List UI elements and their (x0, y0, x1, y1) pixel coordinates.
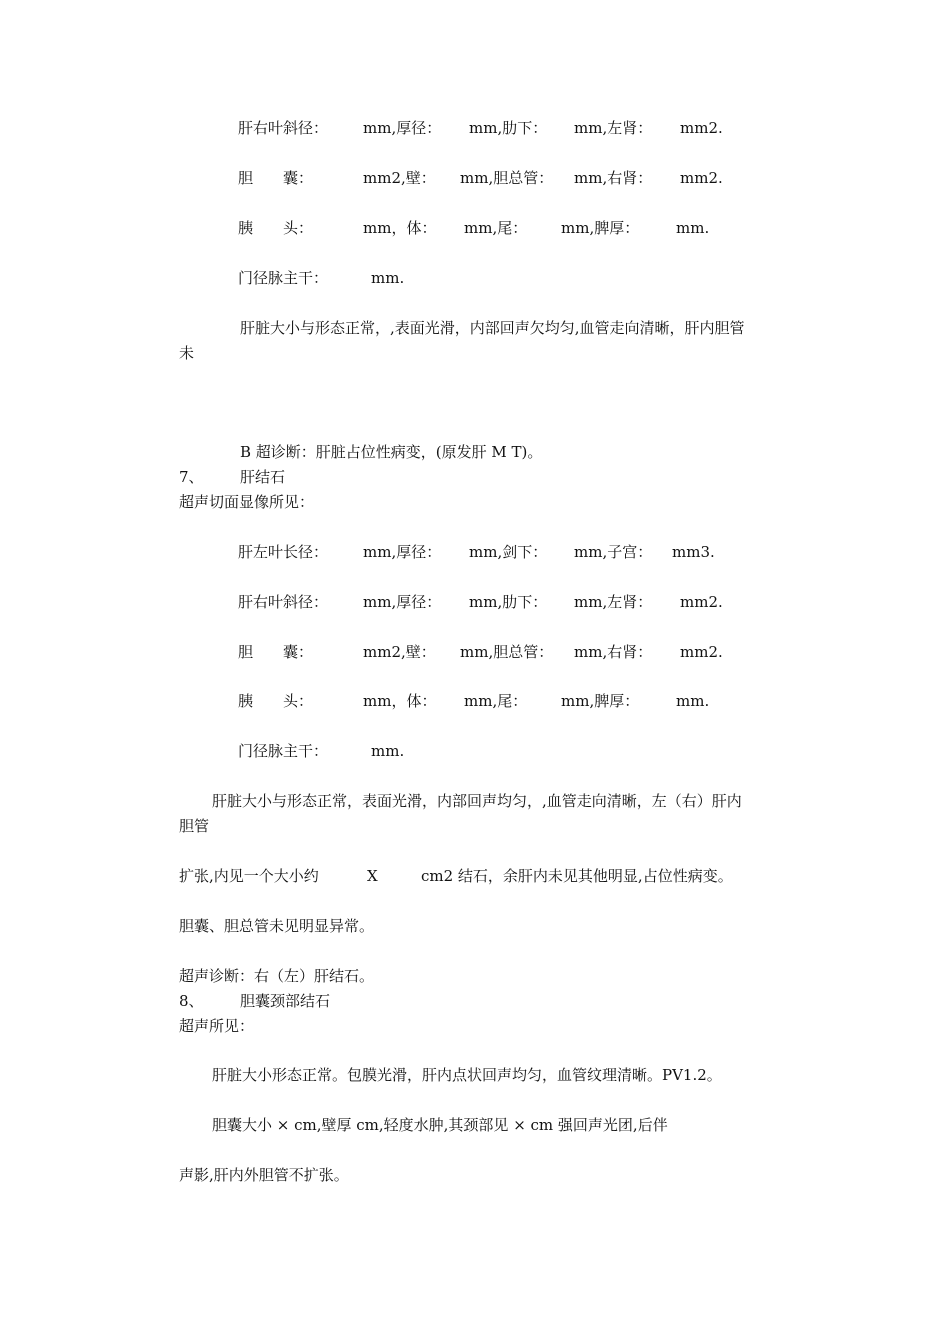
measure-unit: mm. (676, 692, 710, 710)
measure-unit: mm,肋下： (469, 593, 548, 611)
section-number: 8、 (179, 992, 204, 1010)
finding-text: 声影,肝内外胆管不扩张。 (179, 1166, 349, 1184)
section-number: 7、 (179, 468, 204, 486)
subheading: 超声切面显像所见： (179, 493, 315, 511)
measure-unit: mm，体： (363, 219, 437, 237)
measure-unit: mm. (371, 742, 405, 760)
measure-unit: mm,左肾： (574, 119, 653, 137)
measure-unit: mm,剑下： (469, 543, 548, 561)
diagnosis-text: B 超诊断：肝脏占位性病变，(原发肝 M T)。 (240, 443, 543, 461)
measure-unit: mm2. (680, 593, 723, 611)
finding-segment: cm2 结石，余肝内未见其他明显,占位性病变。 (421, 867, 733, 885)
finding-text: 胆管 (179, 817, 210, 835)
finding-text: 肝脏大小与形态正常，,表面光滑，内部回声欠均匀,血管走向清晰，肝内胆管 (240, 319, 745, 337)
measure-unit: mm,尾： (464, 692, 528, 710)
measure-unit: mm,厚径： (363, 119, 442, 137)
measure-label: 门径脉主干： (238, 269, 329, 287)
finding-text: 肝脏大小形态正常。包膜光滑，肝内点状回声均匀，血管纹理清晰。PV1.2。 (212, 1066, 722, 1084)
measure-unit: mm,胆总管： (460, 643, 554, 661)
finding-text: 未 (179, 344, 195, 362)
measure-unit: mm,左肾： (574, 593, 653, 611)
section-title: 胆囊颈部结石 (240, 992, 331, 1010)
measure-unit: mm,胆总管： (460, 169, 554, 187)
measure-unit: mm2,壁： (363, 643, 436, 661)
measure-unit: mm2. (680, 643, 723, 661)
measure-label: 肝右叶斜径： (238, 119, 329, 137)
finding-text: 胆囊大小 × cm,壁厚 cm,轻度水肿,其颈部见 × cm 强回声光团,后伴 (212, 1116, 668, 1134)
diagnosis-text: 超声诊断：右（左）肝结石。 (179, 967, 375, 985)
measure-unit: mm,尾： (464, 219, 528, 237)
measure-unit: mm,肋下： (469, 119, 548, 137)
section-title: 肝结石 (240, 468, 286, 486)
subheading: 超声所见： (179, 1017, 255, 1035)
measure-label: 胰 头： (238, 219, 314, 237)
finding-text: 肝脏大小与形态正常，表面光滑，内部回声均匀，,血管走向清晰，左（右）肝内 (212, 792, 742, 810)
measure-unit: mm3. (672, 543, 715, 561)
finding-segment: 扩张,内见一个大小约 (179, 867, 319, 885)
measure-unit: mm,右肾： (574, 643, 653, 661)
measure-label: 胆 囊： (238, 643, 314, 661)
measure-unit: mm,子宫： (574, 543, 653, 561)
finding-text: 胆囊、胆总管未见明显异常。 (179, 917, 375, 935)
measure-unit: mm,厚径： (363, 543, 442, 561)
measure-unit: mm. (371, 269, 405, 287)
measure-unit: mm2. (680, 119, 723, 137)
measure-label: 肝右叶斜径： (238, 593, 329, 611)
measure-label: 胆 囊： (238, 169, 314, 187)
measure-unit: mm2. (680, 169, 723, 187)
measure-label: 胰 头： (238, 692, 314, 710)
measure-unit: mm. (676, 219, 710, 237)
measure-unit: mm,脾厚： (561, 219, 640, 237)
measure-unit: mm,右肾： (574, 169, 653, 187)
measure-unit: mm2,壁： (363, 169, 436, 187)
measure-label: 门径脉主干： (238, 742, 329, 760)
finding-segment: X (367, 867, 378, 885)
measure-unit: mm,厚径： (363, 593, 442, 611)
measure-unit: mm，体： (363, 692, 437, 710)
measure-label: 肝左叶长径： (238, 543, 329, 561)
measure-unit: mm,脾厚： (561, 692, 640, 710)
